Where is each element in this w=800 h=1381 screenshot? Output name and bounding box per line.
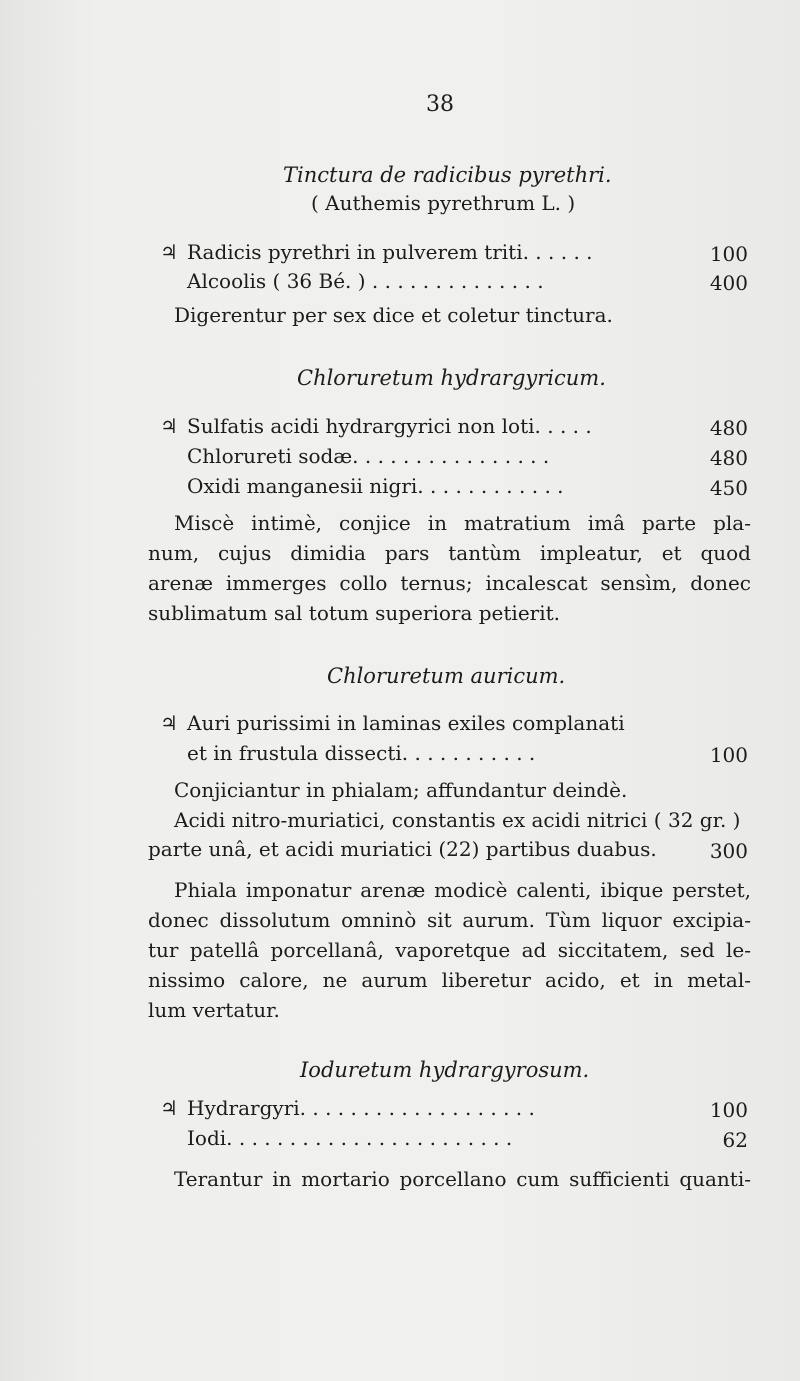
paragraph-line: num, cujus dimidia pars tantùm impleatur, et quod — [148, 541, 751, 565]
ingredient-quantity: 100 — [709, 242, 748, 266]
ingredient-quantity: 100 — [709, 743, 748, 767]
instruction-text: Conjiciantur in phialam; affundantur deindè. — [174, 778, 628, 802]
paragraph-line: nissimo calore, ne aurum liberetur acido, et in metal- — [148, 968, 751, 992]
section-title-ioduretum: Ioduretum hydrargyrosum. — [300, 1058, 590, 1082]
paragraph-line: Miscè intimè, conjice in matratium imâ parte pla- — [174, 511, 751, 535]
paragraph-line: Phiala imponatur arenæ modicè calenti, ibique perstet, — [174, 878, 751, 902]
paragraph-line: sublimatum sal totum superiora petierit. — [148, 601, 561, 625]
section-subtitle-authemis: ( Authemis pyrethrum L. ) — [311, 191, 576, 215]
instruction-text: parte unâ, et acidi muriatici (22) partibus duabus. — [148, 837, 657, 861]
ingredient-quantity: 450 — [709, 476, 748, 500]
paragraph-line: Terantur in mortario porcellano cum sufficienti quanti- — [174, 1167, 751, 1191]
instruction-text: Acidi nitro-muriatici, constantis ex acidi nitrici ( 32 gr. ) — [174, 808, 741, 832]
paragraph-line: arenæ immerges collo ternus; incalescat sensìm, donec — [148, 571, 751, 595]
ingredient-label: Sulfatis acidi hydrargyrici non loti. . . . . — [187, 414, 592, 438]
section-title-chloruretum-hydrargyricum: Chloruretum hydrargyricum. — [297, 366, 606, 390]
ingredient-quantity: 400 — [709, 271, 748, 295]
ingredient-quantity: 480 — [709, 446, 748, 470]
recipe-icon: ♃ — [160, 414, 178, 438]
ingredient-label: Iodi. . . . . . . . . . . . . . . . . . . . . . . — [187, 1126, 513, 1150]
recipe-icon: ♃ — [160, 240, 178, 264]
section-title-tinctura: Tinctura de radicibus pyrethri. — [283, 163, 612, 187]
ingredient-label: Chlorureti sodæ. . . . . . . . . . . . . . . . — [187, 444, 550, 468]
ingredient-label: Auri purissimi in laminas exiles complanati — [187, 711, 625, 735]
ingredient-quantity: 480 — [709, 416, 748, 440]
recipe-icon: ♃ — [160, 711, 178, 735]
page-number: 38 — [426, 92, 454, 117]
ingredient-label: Hydrargyri. . . . . . . . . . . . . . . . . . . — [187, 1096, 535, 1120]
ingredient-quantity: 300 — [709, 839, 748, 863]
ingredient-label: Oxidi manganesii nigri. . . . . . . . . . . . — [187, 474, 564, 498]
section-title-chloruretum-auricum: Chloruretum auricum. — [327, 664, 566, 688]
instruction-text: Digerentur per sex dice et coletur tinctura. — [174, 303, 613, 327]
paragraph-line: lum vertatur. — [148, 998, 280, 1022]
paragraph-line: tur patellâ porcellanâ, vaporetque ad siccitatem, sed le- — [148, 938, 751, 962]
recipe-icon: ♃ — [160, 1096, 178, 1120]
ingredient-quantity: 62 — [722, 1128, 748, 1152]
ingredient-label: Alcoolis ( 36 Bé. ) . . . . . . . . . . . . . . — [187, 269, 544, 293]
paragraph-line: donec dissolutum omninò sit aurum. Tùm liquor excipia- — [148, 908, 751, 932]
ingredient-quantity: 100 — [709, 1098, 748, 1122]
ingredient-label: et in frustula dissecti. . . . . . . . . . . — [187, 741, 536, 765]
ingredient-label: Radicis pyrethri in pulverem triti. . . . . . — [187, 240, 593, 264]
